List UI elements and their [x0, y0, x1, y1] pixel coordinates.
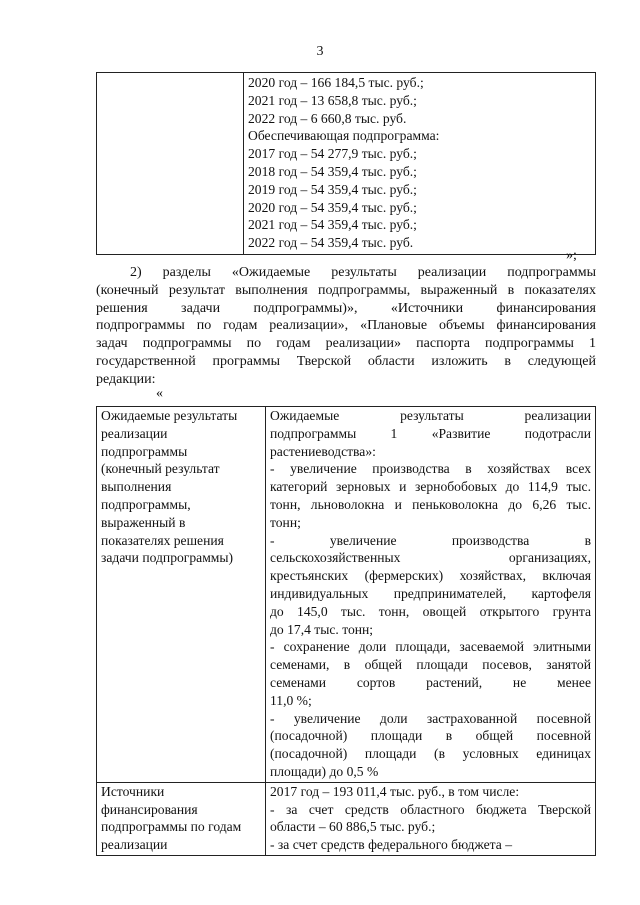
content-line: тонн; — [270, 514, 301, 530]
content-line: Ожидаемые результаты реализации — [270, 408, 591, 423]
opening-quote: « — [156, 386, 163, 401]
funding-line: 2021 год – 54 359,4 тыс. руб.; — [248, 217, 417, 233]
funding-line: 2022 год – 54 359,4 тыс. руб. — [248, 235, 414, 251]
label-line: (конечный результат — [101, 461, 220, 477]
label-line: Источники — [101, 783, 165, 799]
label-line: подпрограммы, — [101, 496, 191, 512]
funding-line: 2022 год – 6 660,8 тыс. руб. — [248, 110, 407, 126]
content-line: крестьянских (фермерских) хозяйствах, включая — [270, 568, 591, 584]
funding-line: 2018 год – 54 359,4 тыс. руб.; — [248, 163, 417, 179]
label-line: подпрограммы по годам — [101, 819, 242, 835]
funding-table-continuation — [96, 72, 596, 255]
content-line: площади) до 0,5 % — [270, 763, 379, 779]
empty-label-cell — [97, 73, 244, 255]
content-line: 2017 год – 193 011,4 тыс. руб., в том числе: — [270, 783, 520, 799]
paragraph-line: 2) разделы «Ожидаемые результаты реализации подпрограммы — [130, 265, 596, 280]
table-row — [97, 407, 596, 783]
label-line: подпрограммы — [101, 443, 188, 459]
content-line: - увеличение доли застрахованной посевной — [270, 710, 591, 726]
content-line: индивидуальных предпринимателей, картофеля — [270, 585, 591, 601]
content-line: (посадочной) площади в общей посевной — [270, 728, 591, 744]
paragraph-line: (конечный результат выполнения подпрограммы, выраженный в показателях — [96, 282, 596, 298]
content-line: - увеличение производства в — [270, 532, 591, 548]
funding-values-cell — [244, 73, 596, 255]
content-line: категорий зерновых и зернобобовых до 114,9 тыс. — [270, 479, 591, 495]
content-line: - увеличение производства в хозяйствах всех — [270, 461, 591, 477]
closing-quote: »; — [566, 248, 577, 263]
funding-line: 2019 год – 54 359,4 тыс. руб.; — [248, 181, 417, 197]
expected-results-content-cell — [266, 407, 596, 783]
content-line: до 17,4 тыс. тонн; — [270, 621, 374, 637]
content-line: - сохранение доли площади, засеваемой элитными — [270, 639, 591, 655]
funding-line: 2020 год – 54 359,4 тыс. руб.; — [248, 199, 417, 215]
subprogram-passport-table — [96, 406, 596, 856]
funding-sources-label-cell — [97, 782, 266, 855]
expected-results-label-cell — [97, 407, 266, 783]
content-line: (посадочной) площади (в условных единицах — [270, 746, 591, 762]
funding-sources-content-cell — [266, 782, 596, 855]
content-line: тонн, льноволокна и пеньковолокна до 6,26 тыс. — [270, 496, 591, 512]
funding-line: 2020 год – 166 184,5 тыс. руб.; — [248, 75, 424, 90]
label-line: задачи подпрограммы) — [101, 550, 234, 566]
content-line: - за счет средств федерального бюджета – — [270, 837, 513, 853]
subprogram-heading: Обеспечивающая подпрограмма: — [248, 128, 440, 144]
content-line: подпрограммы 1 «Развитие подотрасли — [270, 425, 591, 441]
label-line: финансирования — [101, 801, 198, 817]
table-row — [97, 782, 596, 855]
content-line: растениеводства»: — [270, 443, 376, 459]
funding-line: 2017 год – 54 277,9 тыс. руб.; — [248, 146, 417, 162]
label-line: Ожидаемые результаты — [101, 408, 238, 423]
content-line: сельскохозяйственных организациях, — [270, 550, 591, 566]
label-line: реализации — [101, 837, 168, 853]
page-number: 3 — [316, 44, 324, 59]
amendment-paragraph — [96, 264, 596, 389]
paragraph-line: государственной программы Тверской области изложить в следующей — [96, 353, 596, 369]
label-line: выполнения — [101, 479, 172, 495]
content-line: области – 60 886,5 тыс. руб.; — [270, 819, 436, 835]
paragraph-line: подпрограммы по годам реализации», «Плановые объемы финансирования — [96, 318, 596, 334]
content-line: семенами, в общей площади посевов, занятой — [270, 657, 591, 673]
content-line: - за счет средств областного бюджета Тверской — [270, 801, 591, 817]
funding-line: 2021 год – 13 658,8 тыс. руб.; — [248, 92, 417, 108]
content-line: семенами сортов растений, не менее — [270, 674, 591, 690]
label-line: показателях решения — [101, 532, 224, 548]
label-line: выраженный в — [101, 514, 186, 530]
content-line: до 145,0 тыс. тонн, овощей открытого грунта — [270, 603, 591, 619]
label-line: реализации — [101, 425, 168, 441]
table-row — [97, 73, 596, 255]
paragraph-line: редакции: — [96, 371, 156, 387]
paragraph-line: решения задачи подпрограммы)», «Источники финансирования — [96, 300, 596, 316]
paragraph-line: задач подпрограммы по годам реализации» паспорта подпрограммы 1 — [96, 336, 596, 352]
content-line: 11,0 %; — [270, 692, 312, 708]
